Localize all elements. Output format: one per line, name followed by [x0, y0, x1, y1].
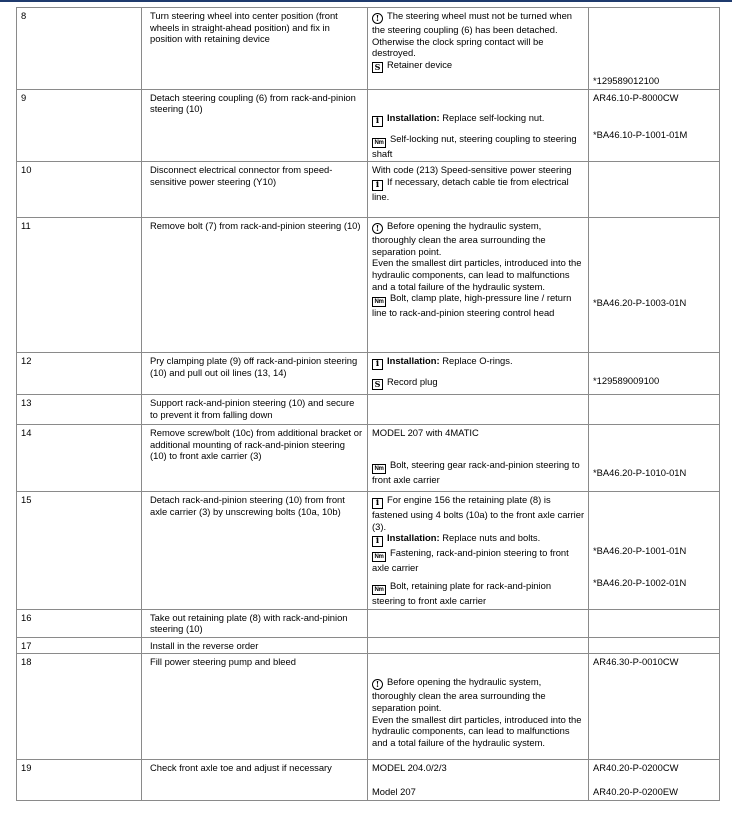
note-text: MODEL 204.0/2/3	[372, 762, 447, 774]
tool-note: S Retainer device	[372, 59, 585, 73]
step-action: Detach rack-and-pinion steering (10) from front axle carrier (3) by unscrewing bolts (10a, 10b)	[142, 492, 368, 609]
reference-link[interactable]: AR46.10-P-8000CW	[593, 91, 679, 103]
table-row	[17, 162, 720, 218]
table-row	[17, 395, 720, 425]
step-refs	[589, 218, 720, 353]
step-action: Install in the reverse order	[142, 637, 368, 654]
step-refs	[589, 162, 720, 218]
note-text: With code (213) Speed-sensitive power steering	[372, 164, 572, 176]
caution-icon: !	[372, 13, 383, 24]
step-action: Fill power steering pump and bleed	[142, 654, 368, 760]
reference-link[interactable]: *129589012100	[593, 75, 660, 86]
step-notes: ! Before opening the hydraulic system, thoroughly clean the area surrounding the separation point. Even the smallest dirt particles, introduced into the hydraulic components, can lead to malfunctions and a total failure of the hydraulic system. Nm Bolt, clamp plate, high-pressure line / return line to rack-and-pinion steering control head	[368, 218, 589, 353]
note-text: MODEL 207 with 4MATIC	[372, 427, 479, 439]
step-number: 9	[17, 89, 142, 162]
step-refs	[589, 654, 720, 760]
torque-icon: Nm	[372, 464, 386, 474]
table-row	[17, 492, 720, 609]
reference-link[interactable]: *BA46.20-P-1010-01N	[593, 467, 687, 479]
step-refs	[589, 395, 720, 425]
note-text: Even the smallest dirt particles, introduced into the hydraulic components, can lead to malfunctions and a total failure of the hydraulic system.	[372, 257, 582, 292]
step-number: 19	[17, 760, 142, 800]
reference-link[interactable]: *BA46.20-P-1002-01N	[593, 576, 687, 588]
step-action: Check front axle toe and adjust if necessary	[142, 760, 368, 800]
step-refs	[589, 609, 720, 637]
step-action: Remove bolt (7) from rack-and-pinion steering (10)	[142, 218, 368, 353]
torque-icon: Nm	[372, 585, 386, 595]
step-number: 14	[17, 425, 142, 492]
step-refs	[589, 492, 720, 609]
step-action: Support rack-and-pinion steering (10) and secure to prevent it from falling down	[142, 395, 368, 425]
caution-icon: !	[372, 223, 383, 234]
step-number: 12	[17, 353, 142, 395]
info-icon: i	[372, 536, 383, 547]
procedure-table	[16, 7, 720, 801]
step-refs	[589, 637, 720, 654]
step-refs	[589, 425, 720, 492]
step-notes	[368, 395, 589, 425]
info-icon: i	[372, 359, 383, 370]
step-number: 8	[17, 8, 142, 90]
reference-link[interactable]: AR46.30-P-0010CW	[593, 656, 679, 668]
header-rule	[0, 0, 732, 2]
reference-link[interactable]: AR40.20-P-0200EW	[593, 785, 678, 797]
step-action: Remove screw/bolt (10c) from additional bracket or additional mounting of rack-and-pinion steering (10) to front axle carrier (3)	[142, 425, 368, 492]
step-notes	[368, 609, 589, 637]
note-text: Even the smallest dirt particles, introduced into the hydraulic components, can lead to malfunctions and a total failure of the hydraulic system.	[372, 713, 582, 748]
note-text: Model 207	[372, 785, 416, 797]
step-number: 18	[17, 654, 142, 760]
reference-link[interactable]: *BA46.10-P-1001-01M	[593, 129, 688, 141]
step-notes	[368, 760, 589, 800]
step-refs	[589, 8, 720, 90]
step-number: 17	[17, 637, 142, 654]
table-row	[17, 760, 720, 800]
torque-icon: Nm	[372, 138, 386, 148]
info-icon: i	[372, 498, 383, 509]
step-notes: i Installation: Replace O-rings. S Record plug	[368, 353, 589, 395]
step-notes: With code (213) Speed-sensitive power steering i If necessary, detach cable tie from electrical line.	[368, 162, 589, 218]
step-notes	[368, 637, 589, 654]
step-action: Disconnect electrical connector from speed-sensitive power steering (Y10)	[142, 162, 368, 218]
step-action: Pry clamping plate (9) off rack-and-pinion steering (10) and pull out oil lines (13, 14)	[142, 353, 368, 395]
step-notes: ! The steering wheel must not be turned when the steering coupling (6) has been detached. Otherwise the clock spring contact will be destroyed. S Retainer device	[368, 8, 589, 90]
step-refs	[589, 760, 720, 800]
step-number: 13	[17, 395, 142, 425]
note-text: Otherwise the clock spring contact will be destroyed.	[372, 35, 544, 59]
step-number: 10	[17, 162, 142, 218]
special-tool-icon: S	[372, 379, 383, 390]
reference-link[interactable]: *BA46.20-P-1001-01N	[593, 545, 687, 557]
step-notes: i For engine 156 the retaining plate (8) is fastened using 4 bolts (10a) to the front axle carrier (3). i Installation: Replace nuts and bolts. Nm Fastening, rack-and-pinion steering to front axle carrier Nm Bolt, retaining plate for rack-and-pinion steering to front axle carrier	[368, 492, 589, 609]
reference-link[interactable]: *BA46.20-P-1003-01N	[593, 297, 687, 309]
table-row	[17, 353, 720, 395]
step-refs	[589, 89, 720, 162]
table-row	[17, 425, 720, 492]
step-number: 11	[17, 218, 142, 353]
special-tool-icon: S	[372, 62, 383, 73]
caution-icon: !	[372, 679, 383, 690]
table-row	[17, 218, 720, 353]
table-row	[17, 89, 720, 162]
torque-icon: Nm	[372, 297, 386, 307]
step-action: Detach steering coupling (6) from rack-and-pinion steering (10)	[142, 89, 368, 162]
reference-link[interactable]: AR40.20-P-0200CW	[593, 762, 679, 774]
table-row	[17, 609, 720, 637]
reference-link[interactable]: *129589009100	[593, 375, 660, 387]
step-action: Take out retaining plate (8) with rack-and-pinion steering (10)	[142, 609, 368, 637]
step-notes: i Installation: Replace self-locking nut. Nm Self-locking nut, steering coupling to steering shaft	[368, 89, 589, 162]
step-notes: ! Before opening the hydraulic system, thoroughly clean the area surrounding the separation point. Even the smallest dirt particles, introduced into the hydraulic components, can lead to malfunctions and a total failure of the hydraulic system.	[368, 654, 589, 760]
info-icon: i	[372, 116, 383, 127]
info-icon: i	[372, 180, 383, 191]
step-refs	[589, 353, 720, 395]
step-action: Turn steering wheel into center position (front wheels in straight-ahead position) and fix in position with retaining device	[142, 8, 368, 90]
torque-icon: Nm	[372, 552, 386, 562]
table-row	[17, 8, 720, 90]
table-row	[17, 654, 720, 760]
step-notes: MODEL 207 with 4MATIC Nm Bolt, steering gear rack-and-pinion steering to front axle carrier	[368, 425, 589, 492]
step-number: 15	[17, 492, 142, 609]
table-row	[17, 637, 720, 654]
step-number: 16	[17, 609, 142, 637]
